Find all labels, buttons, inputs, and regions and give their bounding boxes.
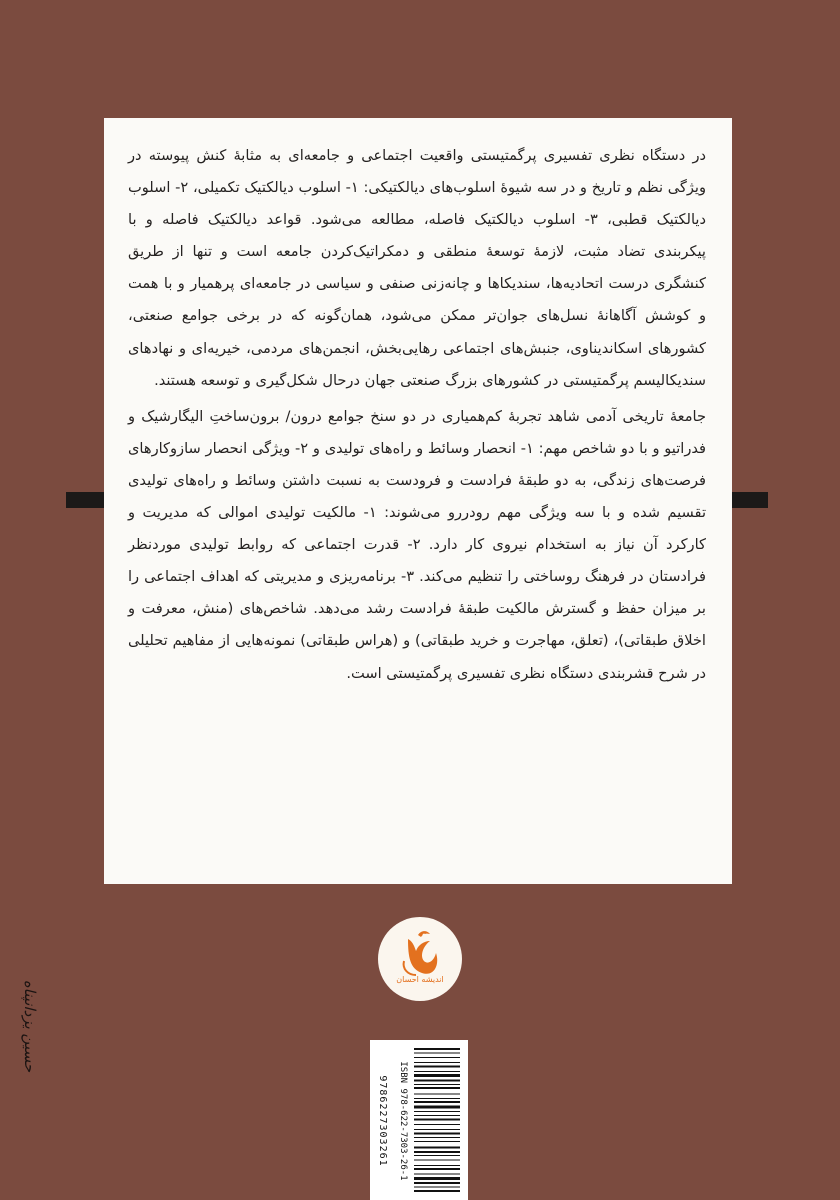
decorative-bar-right xyxy=(732,492,768,508)
publisher-logo xyxy=(378,917,462,1001)
author-signature: حسین یزدانپناه xyxy=(21,979,39,1073)
bird-icon xyxy=(378,917,462,1001)
description-paragraph-2: جامعهٔ تاریخی آدمی شاهد تجربهٔ کم‌همیاری در دو سنخ جوامع درون/ برون‌ساختِ الیگارشیک و فدراتیو و با دو شاخص مهم: ۱- انحصار وسائط و راه‌های تولیدی و ۲- ویژگی انحصار سازوکارهای فرصت‌های زندگی، به دو طبقهٔ فرادست و فرودست به نسبت داشتن وسائط و راه‌های تولیدی تقسیم شده و با سه ویژگی مهم رودررو می‌شوند: ۱- مالکیت تولیدی اموالی که مدیریت و کارکرد آن نیاز به استخدام نیروی کار دارد. ۲- قدرت اجتماعی که روابط تولیدی موردنظر فرادستان در فرهنگ روساختی را تنظیم می‌کند. ۳- برنامه‌ریزی و مدیریتی که اهداف اجتماعی را بر میزان حفظ و گسترش مالکیت طبقهٔ فرادست رشد می‌دهد. شاخص‌های (منش، معرفت و اخلاق طبقاتی)، (تعلق، مهاجرت و خرید طبقاتی) و (هراس طبقاتی) نمونه‌هایی از مفاهیم تحلیلی در شرح قشربندی دستگاه نظری تفسیری پرگمتیستی است. xyxy=(128,407,707,682)
isbn-digits: 9786227303261 xyxy=(377,1075,388,1167)
publisher-name: اندیشه احسان xyxy=(396,975,444,984)
decorative-bar-left xyxy=(66,492,104,508)
isbn-barcode xyxy=(370,1040,468,1200)
description-paragraph-1: در دستگاه نظری تفسیری پرگمتیستی واقعیت اجتماعی و جامعه‌ای به مثابهٔ کنش پیوسته در ویژگی نظم و تاریخ و در سه شیوهٔ اسلوب‌های دیالکتیکی: ۱- اسلوب دیالکتیک تکمیلی، ۲- اسلوب دیالکتیک قطبی، ۳- اسلوب دیالکتیک فاصله، مطالعه می‌شود. قواعد دیالکتیک فاصله و با پیکربندی تضاد مثبت، لازمهٔ توسعهٔ منطقی و دمکراتیک‌کردن جامعه است و تنها از طریق کنشگری درست اتحادیه‌ها، سندیکاها و چانه‌زنی صنفی و سیاسی در جامعه‌ای پرهمیار و با همت و کوشش آگاهانهٔ نسل‌های جوان‌تر ممکن می‌شود، همان‌گونه که در برخی جوامع صنعتی، کشورهای اسکاندیناوی، جنبش‌های اجتماعی رهایی‌بخش، انجمن‌های مردمی، خیریه‌ای و نهادهای سندیکالیسم پرگمتیستی در کشورهای بزرگ صنعتی جهان درحال شکل‌گیری و توسعه هستند. xyxy=(128,147,707,389)
back-cover-text-panel xyxy=(104,118,732,884)
isbn-label: ISBN 978-622-7303-26-1 xyxy=(398,1061,408,1181)
